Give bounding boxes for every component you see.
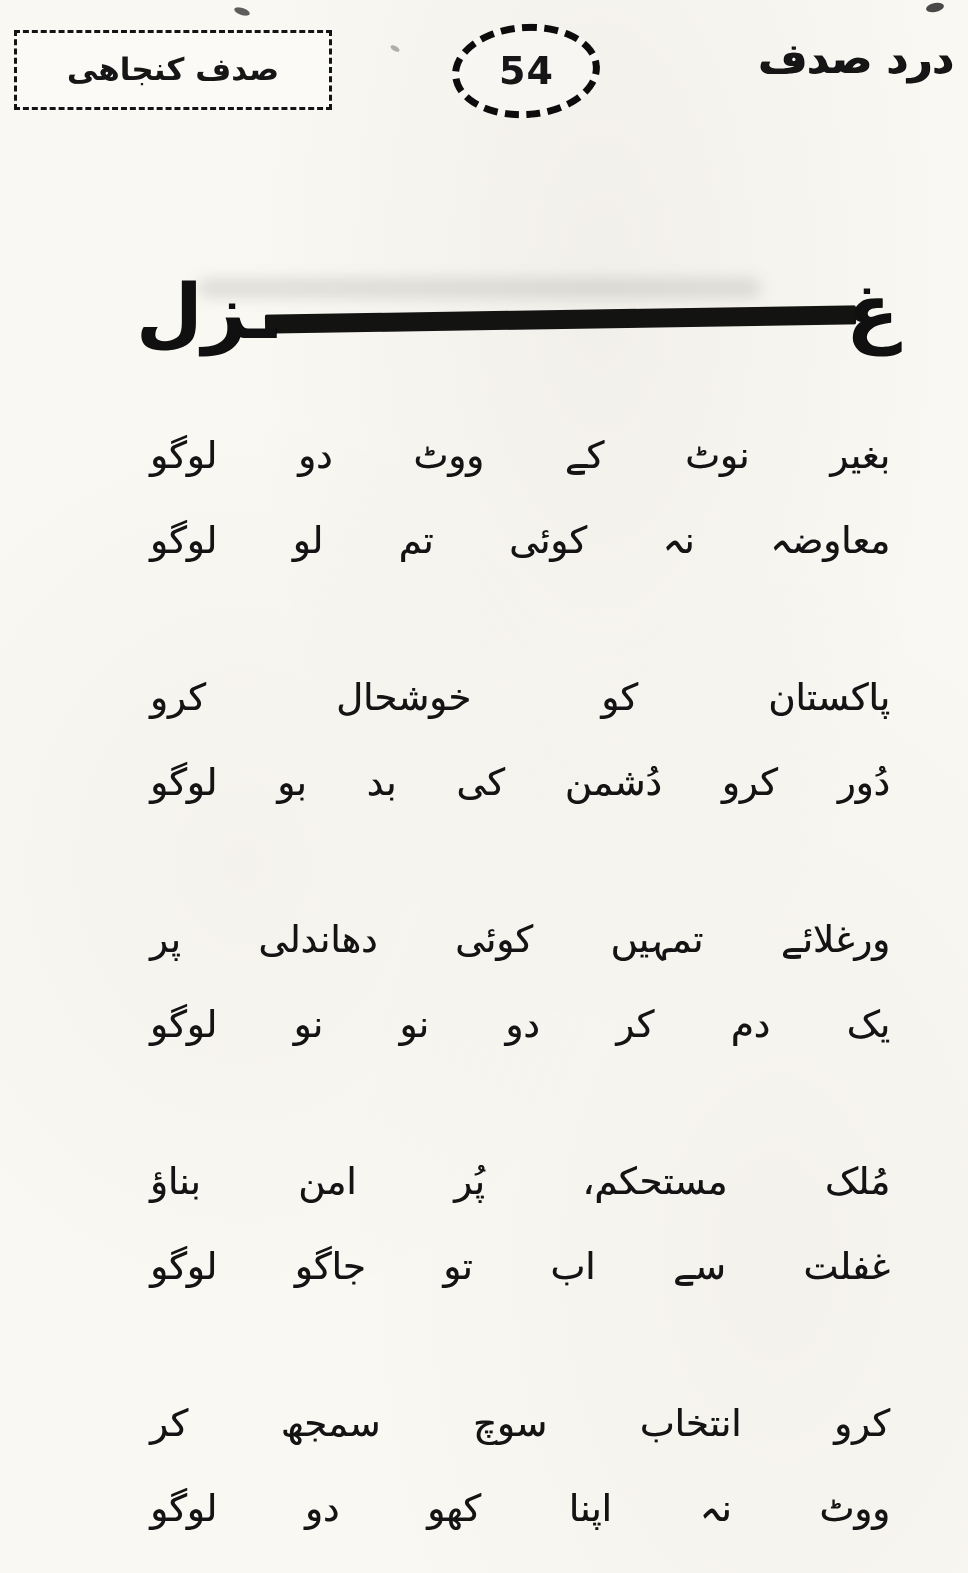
poem-word: کوئی bbox=[509, 519, 587, 562]
poem-word: نہ bbox=[699, 1487, 732, 1530]
poem-word: دو bbox=[505, 1003, 540, 1046]
poem-word: نو bbox=[293, 1003, 324, 1046]
poem-word: کرو bbox=[834, 1402, 890, 1445]
poem-word: سے bbox=[673, 1245, 726, 1288]
poem-word: نوٹ bbox=[685, 434, 750, 477]
verse-line bbox=[150, 1224, 890, 1309]
poem-word: دھاندلی bbox=[258, 918, 378, 961]
verse-line bbox=[150, 897, 890, 982]
couplet bbox=[150, 897, 890, 1067]
poem-word: کر bbox=[150, 1402, 189, 1445]
poem-word: کی bbox=[456, 761, 505, 804]
poem-word: سمجھ bbox=[280, 1402, 381, 1445]
poem-word: لوگو bbox=[150, 519, 218, 562]
author-name: صدف کنجاھی bbox=[66, 52, 280, 88]
title-kashida-bar bbox=[265, 305, 856, 333]
poem-word: لوگو bbox=[150, 434, 218, 477]
poem-word: دُشمن bbox=[564, 761, 662, 804]
scan-speck bbox=[389, 44, 400, 53]
poem-word: بو bbox=[277, 761, 307, 804]
poem-word: مستحکم، bbox=[582, 1160, 728, 1203]
poem-word: بناؤ bbox=[150, 1160, 201, 1203]
book-title: درد صدف bbox=[758, 34, 954, 83]
poem-word: تمہیں bbox=[610, 918, 704, 961]
verse-line bbox=[150, 1139, 890, 1224]
poem-word: لوگو bbox=[150, 761, 218, 804]
poem-word: تو bbox=[443, 1245, 473, 1288]
poem-word: کر bbox=[616, 1003, 655, 1046]
verse-line bbox=[150, 498, 890, 583]
verse-line bbox=[150, 1381, 890, 1466]
poem-word: نو bbox=[399, 1003, 429, 1046]
poem-word: نہ bbox=[662, 519, 695, 562]
poem-word: بغیر bbox=[830, 434, 890, 477]
verse-line bbox=[150, 740, 890, 825]
poem bbox=[150, 413, 890, 1573]
poem-word: خوشحال bbox=[336, 676, 472, 719]
verse-line bbox=[150, 413, 890, 498]
couplet bbox=[150, 655, 890, 825]
poem-word: سوچ bbox=[473, 1402, 548, 1445]
poem-word: لوگو bbox=[150, 1003, 218, 1046]
poem-word: پر bbox=[150, 918, 181, 961]
poem-word: دو bbox=[305, 1487, 340, 1530]
poem-word: کرو bbox=[721, 761, 778, 804]
verse-line bbox=[150, 982, 890, 1067]
page-number: 54 bbox=[498, 49, 554, 94]
poem-word: یک bbox=[846, 1003, 890, 1046]
poem-word: امن bbox=[298, 1160, 357, 1203]
poem-word: لوگو bbox=[150, 1487, 218, 1530]
verse-line bbox=[150, 1466, 890, 1551]
author-name-box bbox=[14, 30, 332, 110]
poem-word: اب bbox=[550, 1245, 596, 1288]
poem-word: کھو bbox=[427, 1487, 481, 1530]
poem-word: دُور bbox=[837, 761, 890, 804]
poem-word: بد bbox=[366, 761, 397, 804]
scan-speck bbox=[925, 1, 944, 14]
couplet bbox=[150, 413, 890, 583]
poem-word: تم bbox=[398, 519, 434, 562]
poem-word: اپنا bbox=[568, 1487, 612, 1530]
poem-word: مُلک bbox=[824, 1160, 890, 1203]
poem-word: ووٹ bbox=[819, 1487, 890, 1530]
verse-line bbox=[150, 655, 890, 740]
ghazal-title bbox=[136, 266, 898, 358]
poem-word: لوگو bbox=[150, 1245, 218, 1288]
couplet bbox=[150, 1381, 890, 1551]
poem-word: کے bbox=[564, 434, 605, 477]
poem-word: لو bbox=[292, 519, 324, 562]
poem-word: پاکستان bbox=[768, 676, 890, 719]
poem-word: کو bbox=[601, 676, 639, 719]
scan-speck bbox=[233, 6, 250, 18]
poem-word: معاوضہ bbox=[770, 519, 890, 562]
poem-word: ورغلائے bbox=[780, 918, 890, 961]
poem-word: جاگو bbox=[294, 1245, 366, 1288]
couplet bbox=[150, 1139, 890, 1309]
poem-word: کوئی bbox=[455, 918, 533, 961]
poem-word: غفلت bbox=[803, 1245, 890, 1288]
page-number-badge bbox=[449, 19, 603, 123]
poem-word: دو bbox=[298, 434, 333, 477]
poem-word: پُر bbox=[454, 1160, 485, 1203]
ghazal-title-start-letter: غ bbox=[846, 267, 898, 356]
poem-word: کرو bbox=[150, 676, 206, 719]
poem-word: انتخاب bbox=[639, 1402, 742, 1445]
ghazal-title-end-letters: ـزل bbox=[136, 267, 276, 356]
poem-word: ووٹ bbox=[413, 434, 484, 477]
poem-word: دم bbox=[730, 1003, 771, 1046]
